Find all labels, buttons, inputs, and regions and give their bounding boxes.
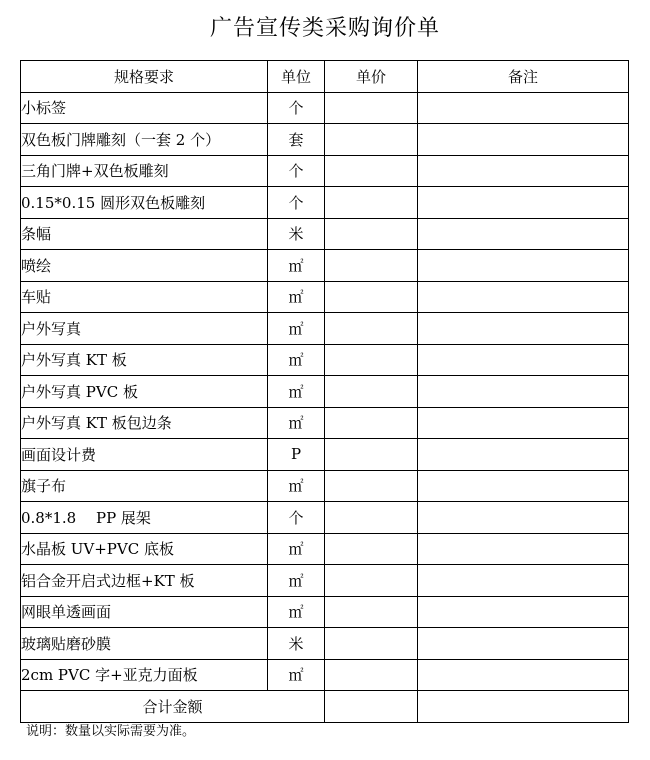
total-price-cell[interactable] xyxy=(325,691,418,723)
table-row xyxy=(21,565,629,597)
item-unit: ㎡ xyxy=(268,313,325,345)
item-remark-cell[interactable] xyxy=(418,344,629,376)
item-remark-cell[interactable] xyxy=(418,187,629,219)
item-remark-cell[interactable] xyxy=(418,281,629,313)
item-price-cell[interactable] xyxy=(325,596,418,628)
item-unit: ㎡ xyxy=(268,659,325,691)
item-spec: 玻璃贴磨砂膜 xyxy=(21,628,268,660)
item-spec: 水晶板 UV+PVC 底板 xyxy=(21,533,268,565)
table-row xyxy=(21,659,629,691)
table-row xyxy=(21,376,629,408)
item-spec: 户外写真 xyxy=(21,313,268,345)
item-price-cell[interactable] xyxy=(325,659,418,691)
item-remark-cell[interactable] xyxy=(418,596,629,628)
item-price-cell[interactable] xyxy=(325,439,418,471)
item-price-cell[interactable] xyxy=(325,187,418,219)
item-unit: ㎡ xyxy=(268,250,325,282)
header-unit: 单位 xyxy=(268,61,325,93)
header-price: 单价 xyxy=(325,61,418,93)
total-remark-cell[interactable] xyxy=(418,691,629,723)
item-spec: 0.8*1.8 PP 展架 xyxy=(21,502,268,534)
table-body xyxy=(21,92,629,691)
item-remark-cell[interactable] xyxy=(418,313,629,345)
item-remark-cell[interactable] xyxy=(418,155,629,187)
quote-table xyxy=(20,60,629,723)
item-unit: 米 xyxy=(268,628,325,660)
item-remark-cell[interactable] xyxy=(418,565,629,597)
item-price-cell[interactable] xyxy=(325,218,418,250)
item-unit: ㎡ xyxy=(268,376,325,408)
item-unit: 个 xyxy=(268,187,325,219)
table-row xyxy=(21,470,629,502)
item-spec: 2cm PVC 字+亚克力面板 xyxy=(21,659,268,691)
item-spec: 户外写真 KT 板包边条 xyxy=(21,407,268,439)
item-spec: 旗子布 xyxy=(21,470,268,502)
item-spec: 画面设计费 xyxy=(21,439,268,471)
table-row xyxy=(21,596,629,628)
item-unit: 套 xyxy=(268,124,325,156)
item-price-cell[interactable] xyxy=(325,502,418,534)
item-spec: 三角门牌+双色板雕刻 xyxy=(21,155,268,187)
table-row xyxy=(21,628,629,660)
header-spec: 规格要求 xyxy=(21,61,268,93)
item-spec: 条幅 xyxy=(21,218,268,250)
item-spec: 双色板门牌雕刻（一套 2 个） xyxy=(21,124,268,156)
item-spec: 铝合金开启式边框+KT 板 xyxy=(21,565,268,597)
item-remark-cell[interactable] xyxy=(418,439,629,471)
item-spec: 网眼单透画面 xyxy=(21,596,268,628)
item-unit: 个 xyxy=(268,92,325,124)
item-unit: ㎡ xyxy=(268,407,325,439)
total-label: 合计金额 xyxy=(21,691,325,723)
table-row xyxy=(21,439,629,471)
item-unit: ㎡ xyxy=(268,533,325,565)
footnote: 说明：数量以实际需要为准。 xyxy=(26,724,196,739)
table-row xyxy=(21,250,629,282)
table-row xyxy=(21,92,629,124)
table-row xyxy=(21,407,629,439)
item-unit: ㎡ xyxy=(268,344,325,376)
item-price-cell[interactable] xyxy=(325,124,418,156)
item-price-cell[interactable] xyxy=(325,250,418,282)
item-unit: ㎡ xyxy=(268,470,325,502)
table-row xyxy=(21,313,629,345)
item-price-cell[interactable] xyxy=(325,470,418,502)
item-price-cell[interactable] xyxy=(325,376,418,408)
item-unit: 个 xyxy=(268,502,325,534)
item-price-cell[interactable] xyxy=(325,628,418,660)
table-row xyxy=(21,155,629,187)
item-price-cell[interactable] xyxy=(325,533,418,565)
item-spec: 户外写真 PVC 板 xyxy=(21,376,268,408)
item-spec: 户外写真 KT 板 xyxy=(21,344,268,376)
item-remark-cell[interactable] xyxy=(418,533,629,565)
table-row xyxy=(21,187,629,219)
item-price-cell[interactable] xyxy=(325,281,418,313)
item-unit: ㎡ xyxy=(268,281,325,313)
table-row xyxy=(21,344,629,376)
item-price-cell[interactable] xyxy=(325,313,418,345)
item-remark-cell[interactable] xyxy=(418,659,629,691)
item-unit: 个 xyxy=(268,155,325,187)
table-row xyxy=(21,533,629,565)
item-remark-cell[interactable] xyxy=(418,376,629,408)
item-remark-cell[interactable] xyxy=(418,250,629,282)
item-unit: ㎡ xyxy=(268,596,325,628)
item-remark-cell[interactable] xyxy=(418,92,629,124)
table-row xyxy=(21,281,629,313)
table-row xyxy=(21,502,629,534)
item-price-cell[interactable] xyxy=(325,407,418,439)
item-remark-cell[interactable] xyxy=(418,124,629,156)
item-spec: 车贴 xyxy=(21,281,268,313)
item-unit: ㎡ xyxy=(268,565,325,597)
item-price-cell[interactable] xyxy=(325,155,418,187)
page-title: 广告宣传类采购询价单 xyxy=(209,16,440,41)
item-remark-cell[interactable] xyxy=(418,218,629,250)
item-unit: P xyxy=(268,439,325,471)
item-remark-cell[interactable] xyxy=(418,470,629,502)
table-row xyxy=(21,124,629,156)
item-remark-cell[interactable] xyxy=(418,628,629,660)
total-row xyxy=(21,691,629,723)
table-row xyxy=(21,218,629,250)
item-price-cell[interactable] xyxy=(325,92,418,124)
item-remark-cell[interactable] xyxy=(418,407,629,439)
item-spec: 0.15*0.15 圆形双色板雕刻 xyxy=(21,187,268,219)
item-price-cell[interactable] xyxy=(325,565,418,597)
header-row xyxy=(21,61,629,93)
item-spec: 喷绘 xyxy=(21,250,268,282)
item-price-cell[interactable] xyxy=(325,344,418,376)
item-unit: 米 xyxy=(268,218,325,250)
item-remark-cell[interactable] xyxy=(418,502,629,534)
header-remark: 备注 xyxy=(418,61,629,93)
item-spec: 小标签 xyxy=(21,92,268,124)
